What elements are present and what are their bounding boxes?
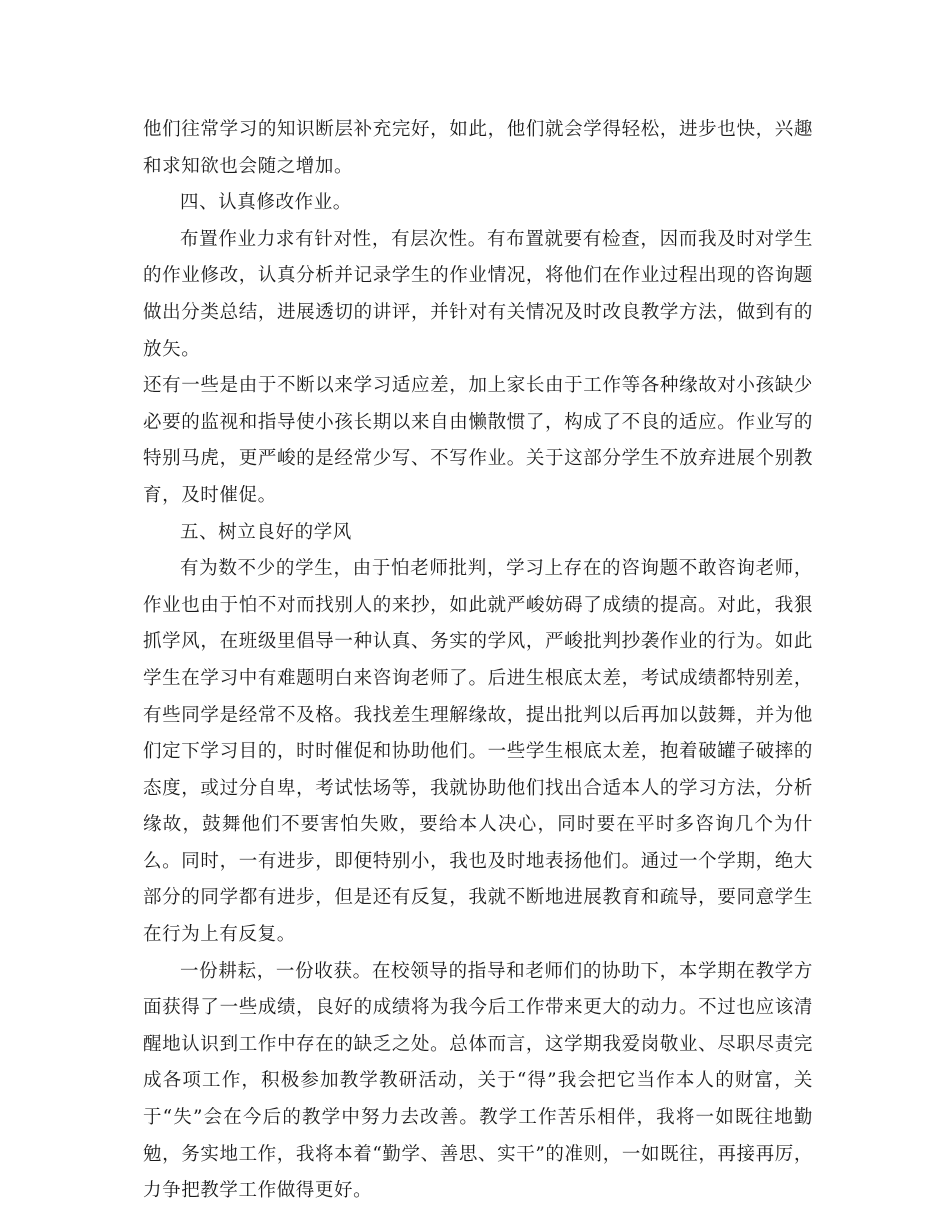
section-heading-study-style: 五、树立良好的学风 <box>180 521 352 543</box>
document-body <box>143 112 813 1210</box>
section-heading-correct-homework: 四、认真修改作业。 <box>180 192 352 214</box>
paragraph-continuation: 他们往常学习的知识断层补充完好，如此，他们就会学得轻松，进步也快，兴趣和求知欲也会随之增加。 <box>143 119 813 177</box>
paragraph-homework-assignment: 布置作业力求有针对性，有层次性。有布置就要有检查，因而我及时对学生的作业修改，认真分析并记录学生的作业情况，将他们在作业过程出现的咨询题做出分类总结，进展透切的讲评，并针对有关情况及时改良教学方法，做到有的放矢。 <box>143 228 813 360</box>
paragraph-study-style: 有为数不少的学生，由于怕老师批判，学习上存在的咨询题不敢咨询老师，作业也由于怕不对而找别人的来抄，如此就严峻妨碍了成绩的提高。对此，我狠抓学风，在班级里倡导一种认真、务实的学风，严峻批判抄袭作业的行为。如此学生在学习中有难题明白来咨询老师了。后进生根底太差，考试成绩都特别差，有些同学是经常不及格。我找差生理解缘故，提出批判以后再加以鼓舞，并为他们定下学习目的，时时催促和协助他们。一些学生根底太差，抱着破罐子破摔的态度，或过分自卑，考试怯场等，我就协助他们找出合适本人的学习方法，分析缘故，鼓舞他们不要害怕失败，要给本人决心，同时要在平时多咨询几个为什么。同时，一有进步，即便特别小，我也及时地表扬他们。通过一个学期，绝大部分的同学都有进步，但是还有反复，我就不断地进展教育和疏导，要同意学生在行为上有反复。 <box>143 558 813 946</box>
paragraph-poor-habits: 还有一些是由于不断以来学习适应差，加上家长由于工作等各种缘故对小孩缺少必要的监视和指导使小孩长期以来自由懒散惯了，构成了不良的适应。作业写的特别马虎，更严峻的是经常少写、不写作业。关于这部分学生不放弃进展个别教育，及时催促。 <box>143 375 813 506</box>
paragraph-conclusion: 一份耕耘，一份收获。在校领导的指导和老师们的协助下，本学期在教学方面获得了一些成绩，良好的成绩将为我今后工作带来更大的动力。不过也应该清醒地认识到工作中存在的缺乏之处。总体而言，这学期我爱岗敬业、尽职尽责完成各项工作，积极参加教学教研活动，关于“得”我会把它当作本人的财富，关于“失”会在今后的教学中努力去改善。教学工作苦乐相伴，我将一如既往地勤勉，务实地工作，我将本着“勤学、善思、实干”的准则，一如既往，再接再厉，力争把教学工作做得更好。 <box>143 960 813 1202</box>
